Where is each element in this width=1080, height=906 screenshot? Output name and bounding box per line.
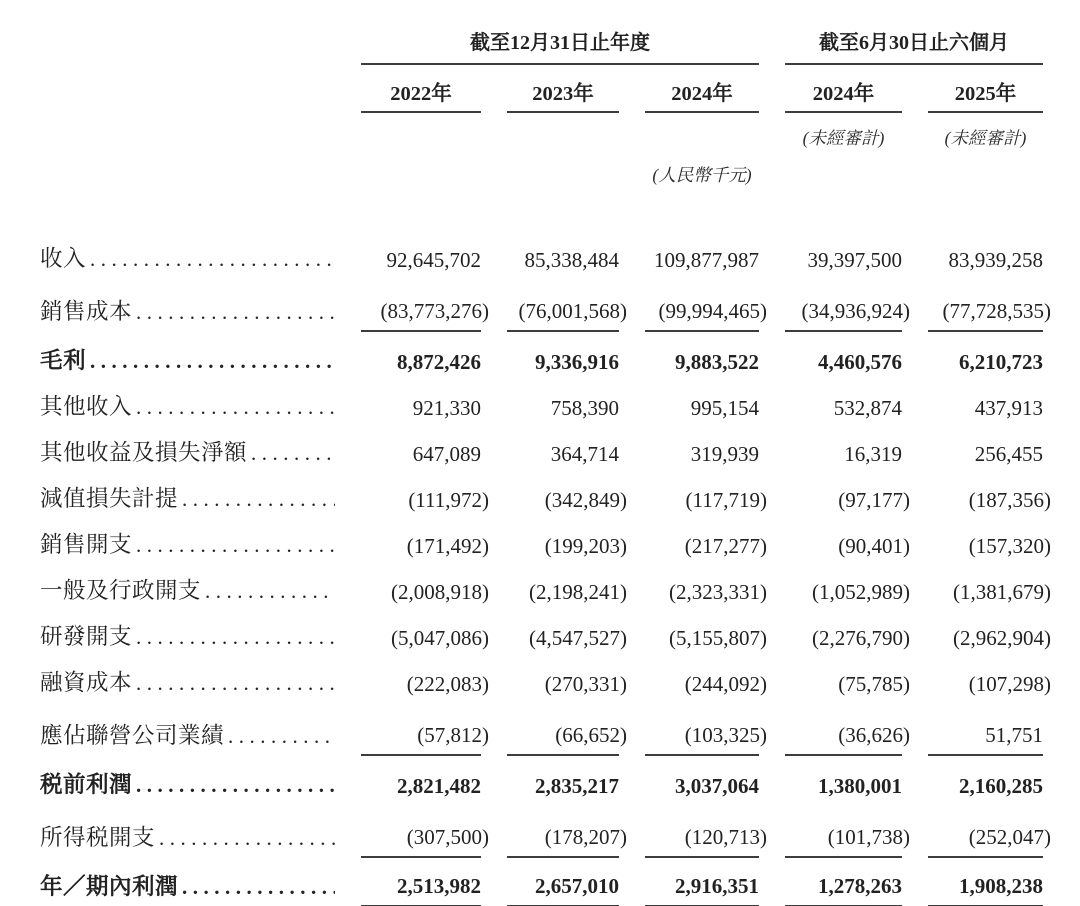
- value-cell-2025-interim: [928, 580, 1051, 611]
- value-cell-2024-interim: [785, 442, 902, 473]
- value: (76,001,568): [518, 299, 627, 323]
- table-row: [40, 427, 1043, 473]
- value: (270,331): [544, 672, 627, 696]
- value-cell-2024: [645, 626, 767, 657]
- value: (2,323,331): [669, 580, 767, 604]
- value: (77,728,535): [942, 299, 1051, 323]
- value: (178,207): [544, 825, 627, 849]
- unaudited-note-row: [40, 113, 1043, 150]
- value: (103,325): [684, 723, 767, 747]
- value-cell-2022: [361, 534, 489, 565]
- row-label-cell: [40, 665, 335, 703]
- row-label-cell: [40, 619, 335, 657]
- value-cell-2025-interim: [928, 874, 1043, 906]
- table-row: [40, 233, 1043, 279]
- value-cell-2022: [361, 774, 481, 805]
- value-cell-2023: [507, 874, 619, 906]
- value-cell-2025-interim: [928, 723, 1043, 756]
- value: (2,008,918): [391, 580, 489, 604]
- table-row: [40, 861, 1043, 906]
- value: (107,298): [968, 672, 1051, 696]
- table-row: [40, 335, 1043, 381]
- value: 39,397,500: [807, 248, 902, 272]
- row-label-text: 研發開支: [40, 624, 133, 649]
- dot-leader: [136, 773, 335, 798]
- value-cell-2022: [361, 580, 489, 611]
- table-row: [40, 703, 1043, 756]
- period-group-row: [40, 26, 1043, 65]
- value: (1,052,989): [812, 580, 910, 604]
- row-label-cell: [40, 573, 335, 611]
- value-cell-2022: [361, 874, 481, 906]
- value-cell-2022: [361, 626, 489, 657]
- value-cell-2024: [645, 672, 767, 703]
- value: 6,210,723: [959, 350, 1043, 374]
- value-cell-2023: [507, 825, 627, 858]
- value: 16,319: [844, 442, 902, 466]
- row-label-cell: [40, 389, 335, 427]
- value: 995,154: [690, 396, 759, 420]
- value-cell-2024: [645, 723, 767, 756]
- value-cell-2025-interim: [928, 626, 1051, 657]
- value: (157,320): [968, 534, 1051, 558]
- value-cell-2022: [361, 825, 489, 858]
- value: 647,089: [412, 442, 481, 466]
- value: 4,460,576: [818, 350, 902, 374]
- value: 364,714: [550, 442, 619, 466]
- row-label-text: 一般及行政開支: [40, 578, 202, 603]
- table-row: [40, 657, 1051, 703]
- value: (5,047,086): [391, 626, 489, 650]
- period-group-annual: [361, 26, 759, 65]
- row-label-cell: [40, 767, 335, 805]
- value: (90,401): [838, 534, 910, 558]
- row-label-cell: [40, 820, 335, 858]
- value: 2,513,982: [397, 874, 481, 898]
- value-cell-2024: [645, 488, 767, 519]
- value-cell-2025-interim: [928, 672, 1051, 703]
- value: 9,336,916: [535, 350, 619, 374]
- value: (111,972): [408, 488, 489, 512]
- value: 51,751: [985, 723, 1043, 747]
- value-cell-2023: [507, 534, 627, 565]
- row-label-text: 毛利: [40, 348, 87, 373]
- value: (1,381,679): [953, 580, 1051, 604]
- col-header-2024-interim: 2024年: [785, 65, 902, 113]
- row-label-text: 所得税開支: [40, 825, 156, 850]
- row-label-cell: [40, 527, 335, 565]
- value-cell-2024: [645, 825, 767, 858]
- row-label-text: 應佔聯營公司業績: [40, 723, 225, 748]
- value: 256,455: [974, 442, 1043, 466]
- value: 2,821,482: [397, 774, 481, 798]
- dot-leader: [136, 395, 335, 420]
- value: 319,939: [690, 442, 759, 466]
- value-cell-2023: [507, 299, 627, 332]
- value-cell-2023: [507, 626, 627, 657]
- value-cell-2022: [361, 350, 481, 381]
- value-cell-2024: [645, 534, 767, 565]
- currency-unit-note: (人民幣千元): [652, 165, 752, 185]
- value: 437,913: [974, 396, 1043, 420]
- row-label-cell: [40, 869, 335, 906]
- value-cell-2024: [645, 248, 759, 279]
- value-cell-2022: [361, 299, 489, 332]
- value: (83,773,276): [380, 299, 489, 323]
- value-cell-2025-interim: [928, 350, 1043, 381]
- value: 83,939,258: [948, 248, 1043, 272]
- value: 3,037,064: [675, 774, 759, 798]
- dot-leader: [205, 579, 335, 604]
- value-cell-2024: [645, 396, 759, 427]
- dot-leader: [136, 300, 335, 325]
- value: 109,877,987: [654, 248, 759, 272]
- row-label-cell: [40, 294, 335, 332]
- col-header-2024: 2024年: [645, 65, 759, 113]
- row-label-text: 融資成本: [40, 670, 133, 695]
- value: (217,277): [684, 534, 767, 558]
- table-row: [40, 279, 1051, 332]
- dot-leader: [90, 349, 335, 374]
- row-label-cell: [40, 435, 335, 473]
- value: (97,177): [838, 488, 910, 512]
- row-label-cell: [40, 241, 335, 279]
- value-cell-2024-interim: [785, 723, 910, 756]
- value-cell-2024-interim: [785, 672, 910, 703]
- value-cell-2025-interim: [928, 774, 1043, 805]
- value-cell-2022: [361, 248, 481, 279]
- col-header-2022: 2022年: [361, 65, 481, 113]
- value-cell-2024: [645, 442, 759, 473]
- value-cell-2022: [361, 396, 481, 427]
- currency-note-row: [40, 150, 1043, 187]
- value: 8,872,426: [397, 350, 481, 374]
- period-group-annual-label: 截至12月31日止年度: [470, 32, 650, 54]
- table-header: [40, 26, 1043, 187]
- value-cell-2024-interim: [785, 825, 910, 858]
- value-cell-2024-interim: [785, 488, 910, 519]
- header-spacer: [40, 113, 335, 150]
- value-cell-2024-interim: [785, 626, 910, 657]
- row-label-text: 減值損失計提: [40, 486, 179, 511]
- value-cell-2022: [361, 672, 489, 703]
- value: 921,330: [412, 396, 481, 420]
- value: 1,278,263: [818, 874, 902, 898]
- value-cell-2023: [507, 442, 619, 473]
- header-spacer: [40, 65, 335, 113]
- value: (36,626): [838, 723, 910, 747]
- value-cell-2025-interim: [928, 299, 1051, 332]
- row-label-text: 收入: [40, 246, 87, 271]
- row-label-text: 銷售成本: [40, 299, 133, 324]
- value-cell-2025-interim: [928, 248, 1043, 279]
- dot-leader: [136, 625, 335, 650]
- value: 85,338,484: [524, 248, 619, 272]
- value: 2,916,351: [675, 874, 759, 898]
- value: 1,908,238: [959, 874, 1043, 898]
- table-row: [40, 519, 1051, 565]
- value: (342,849): [544, 488, 627, 512]
- value: 2,160,285: [959, 774, 1043, 798]
- year-header-row: [40, 65, 1043, 113]
- row-label-text: 銷售開支: [40, 532, 133, 557]
- header-spacer: [40, 150, 335, 187]
- unaudited-note: (未經審計): [944, 128, 1027, 148]
- value-cell-2025-interim: [928, 534, 1051, 565]
- value: 2,657,010: [535, 874, 619, 898]
- value: 758,390: [550, 396, 619, 420]
- value-cell-2023: [507, 580, 627, 611]
- value-cell-2023: [507, 488, 627, 519]
- header-spacer: [40, 26, 335, 65]
- value-cell-2022: [361, 488, 489, 519]
- value-cell-2024: [645, 774, 759, 805]
- dot-leader: [182, 875, 335, 900]
- row-label-cell: [40, 481, 335, 519]
- value: (222,083): [406, 672, 489, 696]
- dot-leader: [136, 671, 335, 696]
- value-cell-2025-interim: [928, 396, 1043, 427]
- value: (34,936,924): [801, 299, 910, 323]
- value-cell-2023: [507, 396, 619, 427]
- value: (57,812): [417, 723, 489, 747]
- value: (5,155,807): [669, 626, 767, 650]
- value: 532,874: [833, 396, 902, 420]
- value: (2,198,241): [529, 580, 627, 604]
- table-row: [40, 473, 1051, 519]
- row-label-text: 其他收入: [40, 394, 133, 419]
- period-group-interim-label: 截至6月30日止六個月: [819, 32, 1009, 54]
- value: (244,092): [684, 672, 767, 696]
- table-row: [40, 611, 1051, 657]
- dot-leader: [90, 247, 335, 272]
- value: (2,962,904): [953, 626, 1051, 650]
- period-group-interim: [785, 26, 1043, 65]
- value-cell-2025-interim: [928, 825, 1051, 858]
- value-cell-2025-interim: [928, 488, 1051, 519]
- value-cell-2024-interim: [785, 396, 902, 427]
- value: (66,652): [555, 723, 627, 747]
- value: (187,356): [968, 488, 1051, 512]
- value: (101,738): [827, 825, 910, 849]
- value-cell-2023: [507, 350, 619, 381]
- value: (252,047): [968, 825, 1051, 849]
- value-cell-2022: [361, 442, 481, 473]
- value-cell-2024-interim: [785, 350, 902, 381]
- table-row: [40, 759, 1043, 805]
- table-body: [40, 233, 1051, 906]
- col-header-2023: 2023年: [507, 65, 619, 113]
- dot-leader: [251, 441, 335, 466]
- value: (4,547,527): [529, 626, 627, 650]
- value-cell-2024: [645, 299, 767, 332]
- table-row: [40, 805, 1051, 858]
- value-cell-2024: [645, 580, 767, 611]
- value: (307,500): [406, 825, 489, 849]
- value: 9,883,522: [675, 350, 759, 374]
- value-cell-2024-interim: [785, 774, 902, 805]
- value: 92,645,702: [386, 248, 481, 272]
- value: 2,835,217: [535, 774, 619, 798]
- value-cell-2023: [507, 672, 627, 703]
- value: (2,276,790): [812, 626, 910, 650]
- dot-leader: [182, 487, 335, 512]
- value-cell-2024-interim: [785, 248, 902, 279]
- value: (171,492): [406, 534, 489, 558]
- unaudited-note: (未經審計): [802, 128, 885, 148]
- row-label-text: 税前利潤: [40, 772, 133, 797]
- value-cell-2023: [507, 774, 619, 805]
- value: (117,719): [685, 488, 767, 512]
- table-row: [40, 565, 1051, 611]
- value-cell-2024-interim: [785, 580, 910, 611]
- row-label-cell: [40, 343, 335, 381]
- value: (75,785): [838, 672, 910, 696]
- row-label-cell: [40, 718, 335, 756]
- value: 1,380,001: [818, 774, 902, 798]
- value-cell-2023: [507, 248, 619, 279]
- value-cell-2024-interim: [785, 874, 902, 906]
- value: (120,713): [684, 825, 767, 849]
- value: (99,994,465): [658, 299, 767, 323]
- value-cell-2024: [645, 874, 759, 906]
- value: (199,203): [544, 534, 627, 558]
- row-label-text: 其他收益及損失淨額: [40, 440, 248, 465]
- table-row: [40, 381, 1043, 427]
- dot-leader: [159, 826, 335, 851]
- value-cell-2022: [361, 723, 489, 756]
- value-cell-2024-interim: [785, 534, 910, 565]
- dot-leader: [228, 724, 335, 749]
- row-label-text: 年／期內利潤: [40, 874, 179, 899]
- value-cell-2025-interim: [928, 442, 1043, 473]
- col-header-2025-interim: 2025年: [928, 65, 1043, 113]
- value-cell-2023: [507, 723, 627, 756]
- dot-leader: [136, 533, 335, 558]
- value-cell-2024: [645, 350, 759, 381]
- value-cell-2024-interim: [785, 299, 910, 332]
